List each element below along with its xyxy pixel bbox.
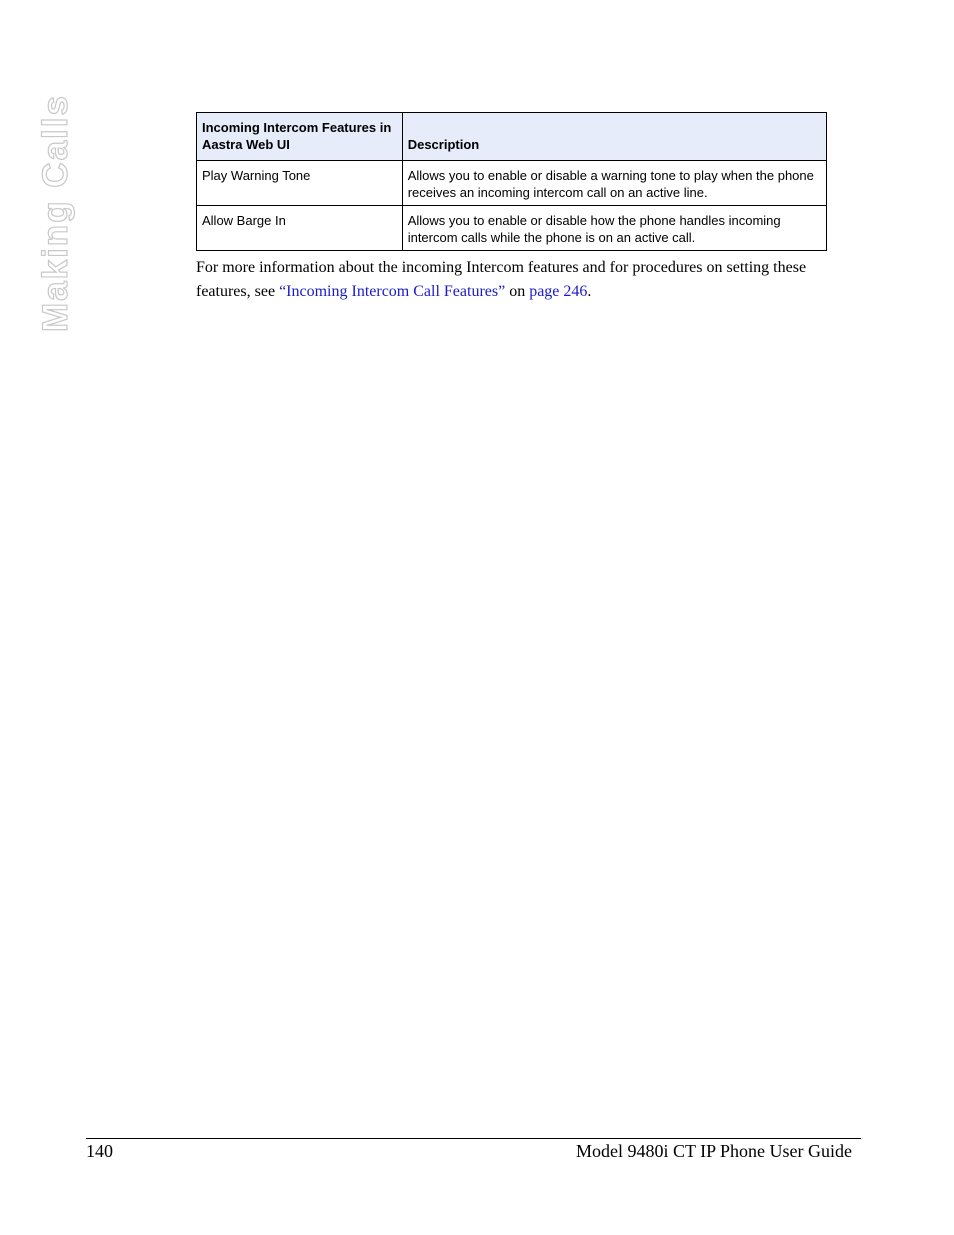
table-header-row <box>197 113 827 161</box>
footer-page-number: 140 <box>86 1141 113 1161</box>
page-246-link[interactable]: page 246 <box>529 283 588 300</box>
paragraph-text-before: For more information about the incoming Intercom features and for procedures on setting these features, see <box>196 259 807 300</box>
footer-guide-title: Model 9480i CT IP Phone User Guide <box>576 1141 852 1161</box>
section-side-title: Making Calls <box>36 94 75 332</box>
feature-cell: Allow Barge In <box>197 206 403 251</box>
more-info-paragraph <box>196 256 856 304</box>
paragraph-text-after: . <box>587 283 592 300</box>
footer-divider <box>86 1138 861 1139</box>
description-cell: Allows you to enable or disable how the phone handles incoming intercom calls while the phone is on an active call. <box>402 206 826 251</box>
column-header-feature: Incoming Intercom Features in Aastra Web UI <box>197 113 403 161</box>
column-header-description: Description <box>402 113 826 161</box>
intercom-features-table <box>196 112 827 251</box>
table-row <box>197 206 827 251</box>
paragraph-text-middle: on <box>505 283 530 300</box>
description-cell: Allows you to enable or disable a warning tone to play when the phone receives an incoming intercom call on an active line. <box>402 161 826 206</box>
feature-cell: Play Warning Tone <box>197 161 403 206</box>
incoming-intercom-call-features-link[interactable]: “Incoming Intercom Call Features” <box>279 283 506 300</box>
table-row <box>197 161 827 206</box>
